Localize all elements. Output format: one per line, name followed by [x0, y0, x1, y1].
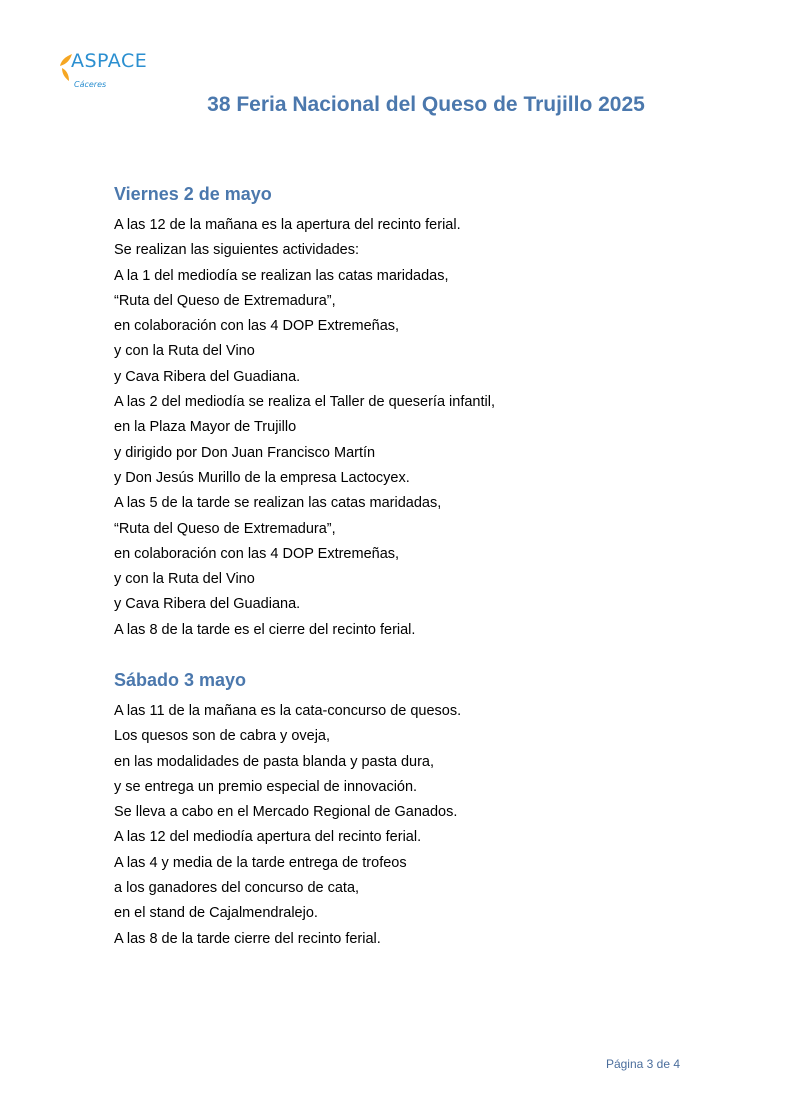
text-line: Se realizan las siguientes actividades:: [114, 242, 360, 259]
text-line: a los ganadores del concurso de cata,: [114, 880, 360, 897]
section-heading: Sábado 3 mayo: [114, 670, 247, 690]
section-friday: [114, 183, 734, 643]
text-line: “Ruta del Queso de Extremadura”,: [114, 292, 336, 309]
text-line: y Don Jesús Murillo de la empresa Lactocyex.: [114, 469, 410, 486]
text-line: A las 11 de la mañana es la cata-concurso de quesos.: [114, 703, 462, 719]
text-line: A las 5 de la tarde se realizan las catas maridadas,: [114, 495, 442, 512]
section-saturday: [114, 669, 734, 952]
text-line: y con la Ruta del Vino: [114, 571, 255, 588]
text-line: A las 2 del mediodía se realiza el Taller de quesería infantil,: [114, 394, 495, 411]
text-line: A las 12 de la mañana es la apertura del recinto ferial.: [114, 217, 461, 233]
text-line: y se entrega un premio especial de innovación.: [114, 778, 418, 795]
text-line: y Cava Ribera del Guadiana.: [114, 368, 301, 385]
text-line: Los quesos son de cabra y oveja,: [114, 728, 331, 745]
text-line: A las 8 de la tarde es el cierre del recinto ferial.: [114, 621, 416, 638]
text-line: en el stand de Cajalmendralejo.: [114, 905, 318, 922]
text-line: Se lleva a cabo en el Mercado Regional de Ganados.: [114, 804, 458, 821]
text-line: en colaboración con las 4 DOP Extremeñas,: [114, 545, 400, 562]
text-line: A la 1 del mediodía se realizan las catas maridadas,: [114, 267, 449, 284]
text-line: A las 4 y media de la tarde entrega de trofeos: [114, 854, 407, 871]
text-line: y con la Ruta del Vino: [114, 343, 255, 360]
text-line: A las 12 del mediodía apertura del recinto ferial.: [114, 829, 422, 846]
logo-name: ASPACE: [71, 50, 148, 72]
text-line: y Cava Ribera del Guadiana.: [114, 596, 301, 613]
page-title: 38 Feria Nacional del Queso de Trujillo 2025: [207, 93, 645, 116]
text-line: y dirigido por Don Juan Francisco Martín: [114, 444, 376, 461]
text-line: A las 8 de la tarde cierre del recinto ferial.: [114, 930, 381, 947]
section-lines: [114, 699, 734, 952]
logo-subtitle: Cáceres: [74, 80, 107, 89]
text-line: en las modalidades de pasta blanda y pasta dura,: [114, 753, 435, 770]
text-line: en colaboración con las 4 DOP Extremeñas,: [114, 318, 400, 335]
text-line: en la Plaza Mayor de Trujillo: [114, 419, 297, 436]
section-heading: Viernes 2 de mayo: [114, 184, 272, 204]
aspace-logo: [58, 48, 188, 93]
text-line: “Ruta del Queso de Extremadura”,: [114, 520, 336, 537]
section-lines: [114, 213, 734, 643]
page-number: Página 3 de 4: [605, 1057, 680, 1071]
